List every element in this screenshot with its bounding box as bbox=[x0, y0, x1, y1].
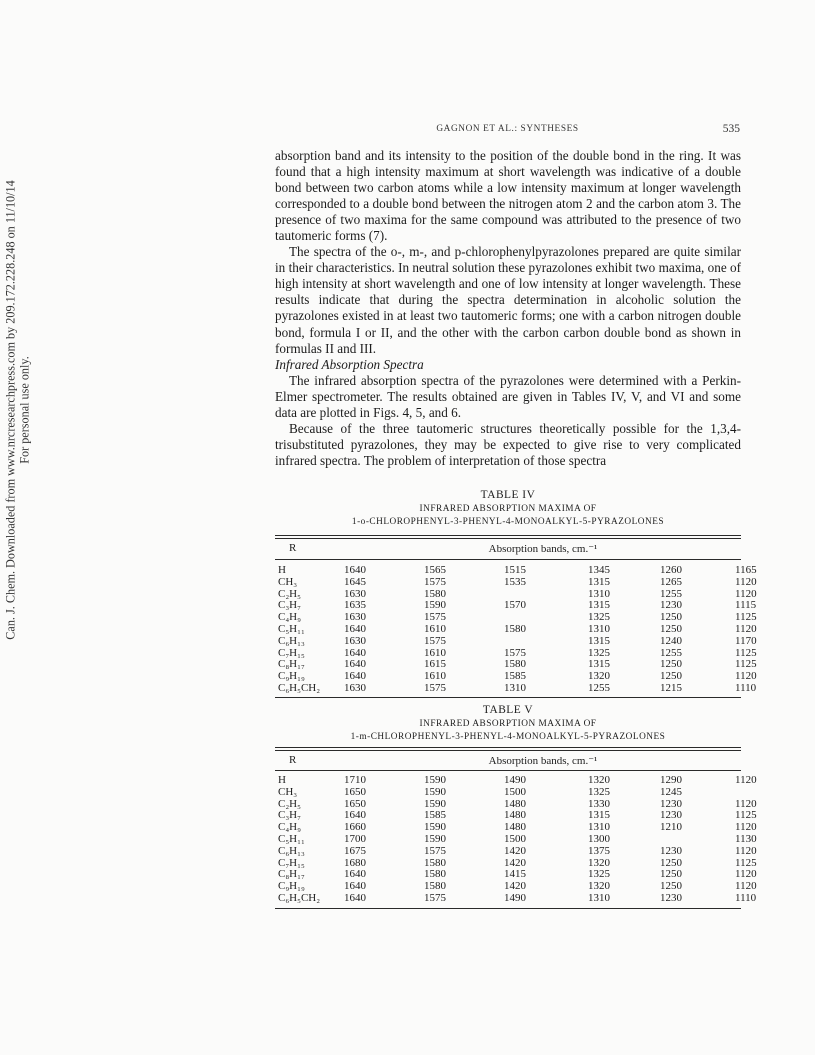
table-cell-band: 1650 bbox=[344, 797, 366, 810]
table-cell-band: 1580 bbox=[424, 868, 446, 881]
table-v-caption-line1: INFRARED ABSORPTION MAXIMA OF bbox=[419, 719, 597, 729]
table-cell-band: 1230 bbox=[660, 797, 682, 810]
table-cell-band: 1250 bbox=[660, 670, 682, 683]
table-iv-header-rule bbox=[275, 559, 741, 560]
table-cell-band: 1490 bbox=[504, 891, 526, 904]
table-cell-band: 1120 bbox=[735, 844, 757, 857]
table-cell-band: 1255 bbox=[660, 587, 682, 600]
table-cell-substituent: C₅H₁₁ bbox=[278, 832, 305, 845]
table-cell-band: 1230 bbox=[660, 599, 682, 612]
table-v-col-r: R bbox=[289, 754, 297, 766]
table-cell-band: 1250 bbox=[660, 611, 682, 624]
table-cell-band: 1650 bbox=[344, 785, 366, 798]
table-cell-band: 1590 bbox=[424, 797, 446, 810]
table-cell-band: 1325 bbox=[588, 868, 610, 881]
table-iv-col-r: R bbox=[289, 542, 297, 554]
table-cell-band: 1125 bbox=[735, 611, 757, 624]
table-cell-band: 1125 bbox=[735, 646, 757, 659]
page-number: 535 bbox=[722, 123, 740, 135]
table-cell-band: 1500 bbox=[504, 785, 526, 798]
table-row bbox=[275, 891, 757, 905]
table-cell-band: 1710 bbox=[344, 774, 366, 786]
table-cell-band: 1120 bbox=[735, 587, 757, 600]
table-cell-band: 1125 bbox=[735, 856, 757, 869]
table-cell-band: 1575 bbox=[424, 634, 446, 647]
table-cell-band: 1640 bbox=[344, 646, 366, 659]
table-cell-band: 1480 bbox=[504, 797, 526, 810]
table-cell-band: 1120 bbox=[735, 797, 757, 810]
table-cell-band: 1310 bbox=[504, 681, 526, 694]
table-cell-band: 1310 bbox=[588, 891, 610, 904]
table-cell-substituent: C₄H₉ bbox=[278, 821, 301, 834]
table-cell-band: 1110 bbox=[735, 681, 757, 694]
table-cell-band: 1320 bbox=[588, 880, 610, 893]
table-row bbox=[275, 575, 757, 589]
table-cell-band: 1575 bbox=[424, 575, 446, 588]
table-cell-band: 1640 bbox=[344, 868, 366, 881]
table-cell-band: 1265 bbox=[660, 575, 682, 588]
table-cell-band: 1320 bbox=[588, 670, 610, 683]
table-cell-band: 1310 bbox=[588, 587, 610, 600]
table-cell-band: 1315 bbox=[588, 658, 610, 671]
table-cell-band: 1480 bbox=[504, 821, 526, 834]
table-cell-band: 1255 bbox=[660, 646, 682, 659]
table-cell-substituent: C₂H₅ bbox=[278, 587, 301, 600]
table-row bbox=[275, 832, 757, 846]
table-cell-substituent: C₈H₁₇ bbox=[278, 868, 305, 881]
table-cell-band: 1630 bbox=[344, 611, 366, 624]
table-cell-band: 1120 bbox=[735, 670, 757, 683]
table-cell-band: 1250 bbox=[660, 880, 682, 893]
table-row bbox=[275, 787, 741, 799]
table-cell-band: 1575 bbox=[424, 891, 446, 904]
table-cell-band: 1320 bbox=[588, 856, 610, 869]
table-cell-band: 1120 bbox=[735, 774, 757, 786]
table-cell-band: 1640 bbox=[344, 891, 366, 904]
table-cell-substituent: C₃H₇ bbox=[278, 599, 301, 612]
table-v-body bbox=[275, 774, 757, 905]
table-cell-substituent: C₆H₁₃ bbox=[278, 634, 305, 647]
table-cell-substituent: C₇H₁₅ bbox=[278, 646, 305, 659]
table-cell-band: 1575 bbox=[504, 646, 526, 659]
paragraph-4: Because of the three tautomeric structures theoretically possible for the 1,3,4-trisubstituted pyrazolones, they may be expected to give rise to very complicated infrared spectra. The problem of interpretation of those spectra bbox=[275, 420, 741, 468]
table-cell-band: 1230 bbox=[660, 891, 682, 904]
table-cell-band: 1420 bbox=[504, 880, 526, 893]
table-cell-substituent: C₆H₅CH₂ bbox=[278, 891, 321, 904]
table-v-top-rule-2 bbox=[275, 750, 741, 751]
table-cell-band: 1325 bbox=[588, 611, 610, 624]
table-cell-band: 1610 bbox=[424, 646, 446, 659]
table-cell-band: 1215 bbox=[660, 681, 682, 694]
table-row bbox=[275, 844, 757, 858]
running-title: GAGNON ET AL.: SYNTHESES bbox=[436, 124, 579, 134]
table-cell-band: 1230 bbox=[660, 809, 682, 822]
table-cell-band: 1310 bbox=[588, 622, 610, 635]
table-cell-band: 1415 bbox=[504, 868, 526, 881]
table-cell-band: 1260 bbox=[660, 564, 682, 576]
table-cell-band: 1580 bbox=[424, 856, 446, 869]
table-cell-band: 1585 bbox=[504, 670, 526, 683]
table-cell-band: 1630 bbox=[344, 587, 366, 600]
table-cell-band: 1250 bbox=[660, 622, 682, 635]
running-header bbox=[275, 124, 740, 138]
table-cell-band: 1640 bbox=[344, 564, 366, 576]
table-cell-band: 1245 bbox=[660, 785, 682, 798]
table-cell-band: 1480 bbox=[504, 809, 526, 822]
table-cell-substituent: C₂H₅ bbox=[278, 797, 301, 810]
table-iv-top-rule-2 bbox=[275, 538, 741, 539]
table-iv-caption-line2: 1-o-CHLOROPHENYL-3-PHENYL-4-MONOALKYL-5-PYRAZOLONES bbox=[351, 517, 665, 527]
table-cell-substituent: H bbox=[278, 564, 286, 576]
table-row bbox=[275, 681, 757, 695]
body-text bbox=[275, 148, 741, 469]
table-v-label: TABLE V bbox=[482, 704, 534, 716]
table-cell-band: 1125 bbox=[735, 658, 757, 671]
table-cell-substituent: C₄H₉ bbox=[278, 611, 301, 624]
table-cell-band: 1310 bbox=[588, 821, 610, 834]
table-cell-band: 1115 bbox=[735, 599, 757, 612]
table-cell-band: 1580 bbox=[424, 880, 446, 893]
table-iv-bottom-rule bbox=[275, 697, 741, 698]
table-cell-substituent: C₆H₁₃ bbox=[278, 844, 305, 857]
table-cell-band: 1590 bbox=[424, 832, 446, 845]
table-cell-band: 1575 bbox=[424, 611, 446, 624]
table-cell-band: 1300 bbox=[588, 832, 610, 845]
download-notice bbox=[2, 180, 34, 640]
table-v-top-rule bbox=[275, 747, 741, 748]
table-cell-band: 1240 bbox=[660, 634, 682, 647]
table-cell-band: 1345 bbox=[588, 564, 610, 576]
table-cell-band: 1590 bbox=[424, 774, 446, 786]
table-cell-band: 1130 bbox=[735, 832, 757, 845]
table-cell-band: 1325 bbox=[588, 785, 610, 798]
table-cell-band: 1420 bbox=[504, 844, 526, 857]
table-cell-band: 1250 bbox=[660, 868, 682, 881]
table-cell-band: 1120 bbox=[735, 880, 757, 893]
table-cell-band: 1615 bbox=[424, 658, 446, 671]
section-heading: Infrared Absorption Spectra bbox=[275, 356, 424, 372]
table-cell-band: 1320 bbox=[588, 774, 610, 786]
table-cell-band: 1610 bbox=[424, 622, 446, 635]
table-cell-band: 1515 bbox=[504, 564, 526, 576]
table-cell-band: 1230 bbox=[660, 844, 682, 857]
table-cell-band: 1110 bbox=[735, 891, 757, 904]
table-cell-band: 1680 bbox=[344, 856, 366, 869]
download-notice-line1: Can. J. Chem. Downloaded from www.nrcresearchpress.com by 209.172.228.248 on 11/10/14 bbox=[3, 180, 18, 640]
table-iv-caption-line1: INFRARED ABSORPTION MAXIMA OF bbox=[419, 504, 597, 514]
table-v-bottom-rule bbox=[275, 908, 741, 909]
table-cell-band: 1315 bbox=[588, 599, 610, 612]
table-v-col-bands: Absorption bands, cm.⁻¹ bbox=[488, 755, 598, 767]
table-cell-band: 1590 bbox=[424, 785, 446, 798]
table-cell-substituent: C₅H₁₁ bbox=[278, 622, 305, 635]
table-cell-band: 1420 bbox=[504, 856, 526, 869]
table-cell-band: 1290 bbox=[660, 774, 682, 786]
table-cell-band: 1660 bbox=[344, 821, 366, 834]
table-cell-band: 1640 bbox=[344, 622, 366, 635]
table-cell-substituent: C₉H₁₉ bbox=[278, 670, 305, 683]
table-cell-band: 1255 bbox=[588, 681, 610, 694]
table-v-caption bbox=[275, 703, 741, 744]
table-cell-band: 1590 bbox=[424, 599, 446, 612]
table-cell-band: 1590 bbox=[424, 821, 446, 834]
table-cell-band: 1675 bbox=[344, 844, 366, 857]
table-cell-band: 1500 bbox=[504, 832, 526, 845]
table-cell-band: 1210 bbox=[660, 821, 682, 834]
table-cell-band: 1165 bbox=[735, 564, 757, 576]
table-cell-band: 1635 bbox=[344, 599, 366, 612]
table-iv-caption bbox=[275, 488, 741, 529]
table-iv-top-rule bbox=[275, 535, 741, 536]
table-cell-band: 1700 bbox=[344, 832, 366, 845]
table-cell-substituent: CH₃ bbox=[278, 785, 298, 798]
table-cell-band: 1315 bbox=[588, 575, 610, 588]
table-cell-band: 1325 bbox=[588, 646, 610, 659]
table-row bbox=[275, 634, 757, 648]
table-cell-band: 1120 bbox=[735, 575, 757, 588]
table-cell-substituent: C₃H₇ bbox=[278, 809, 301, 822]
paragraph-2: The spectra of the o-, m-, and p-chlorophenylpyrazolones prepared are quite similar in their characteristics. In neutral solution these pyrazolones exhibit two maxima, one of high intensity at short wavelength and one of low intensity at longer wavelength. These results indicate that during the spectra determination in alcoholic solution the pyrazolones existed in at least two tautomeric forms; one with a carbon nitrogen double bond, formula I or II, and the other with the carbon carbon double bond as shown in formulas II and III. bbox=[275, 244, 741, 356]
table-cell-substituent: C₇H₁₅ bbox=[278, 856, 305, 869]
table-iv-col-bands: Absorption bands, cm.⁻¹ bbox=[488, 543, 598, 555]
table-cell-band: 1120 bbox=[735, 622, 757, 635]
table-cell-band: 1630 bbox=[344, 681, 366, 694]
table-row bbox=[275, 622, 757, 636]
table-iv-body bbox=[275, 564, 757, 695]
table-cell-band: 1170 bbox=[735, 634, 757, 647]
table-cell-band: 1315 bbox=[588, 634, 610, 647]
table-cell-band: 1375 bbox=[588, 844, 610, 857]
table-cell-band: 1580 bbox=[504, 622, 526, 635]
table-cell-band: 1585 bbox=[424, 809, 446, 822]
table-iv-label: TABLE IV bbox=[480, 489, 536, 501]
table-cell-band: 1640 bbox=[344, 880, 366, 893]
table-cell-band: 1120 bbox=[735, 868, 757, 881]
table-cell-band: 1535 bbox=[504, 575, 526, 588]
table-cell-band: 1250 bbox=[660, 856, 682, 869]
table-cell-band: 1580 bbox=[504, 658, 526, 671]
table-cell-band: 1610 bbox=[424, 670, 446, 683]
table-cell-band: 1490 bbox=[504, 774, 526, 786]
table-cell-band: 1640 bbox=[344, 658, 366, 671]
table-cell-substituent: H bbox=[278, 774, 286, 786]
table-cell-band: 1315 bbox=[588, 809, 610, 822]
table-cell-band: 1250 bbox=[660, 658, 682, 671]
table-cell-band: 1630 bbox=[344, 634, 366, 647]
table-cell-band: 1580 bbox=[424, 587, 446, 600]
table-cell-band: 1575 bbox=[424, 844, 446, 857]
paragraph-1: absorption band and its intensity to the position of the double bond in the ring. It was found that a high intensity maximum at short wavelength was indicative of a double bond between two carbon atoms while a low intensity maximum at longer wavelength corresponded to a double bond between the nitrogen atom 2 and the carbon atom 3. The presence of two maxima for the same compound was attributed to the presence of two tautomeric forms (7). bbox=[275, 148, 741, 244]
table-cell-substituent: CH₃ bbox=[278, 575, 298, 588]
table-cell-band: 1640 bbox=[344, 670, 366, 683]
table-cell-substituent: C₉H₁₉ bbox=[278, 880, 305, 893]
table-cell-band: 1570 bbox=[504, 599, 526, 612]
table-cell-band: 1565 bbox=[424, 564, 446, 576]
table-cell-band: 1645 bbox=[344, 575, 366, 588]
table-cell-band: 1125 bbox=[735, 809, 757, 822]
table-cell-band: 1120 bbox=[735, 821, 757, 834]
table-cell-substituent: C₈H₁₇ bbox=[278, 658, 305, 671]
table-v-header-rule bbox=[275, 770, 741, 771]
table-v-caption-line2: 1-m-CHLOROPHENYL-3-PHENYL-4-MONOALKYL-5-PYRAZOLONES bbox=[350, 732, 666, 742]
download-notice-line2: For personal use only. bbox=[17, 356, 31, 464]
table-cell-band: 1575 bbox=[424, 681, 446, 694]
table-cell-band: 1640 bbox=[344, 809, 366, 822]
table-cell-band: 1330 bbox=[588, 797, 610, 810]
paragraph-3: The infrared absorption spectra of the pyrazolones were determined with a Perkin-Elmer spectrometer. The results obtained are given in Tables IV, V, and VI and some data are plotted in Figs. 4, 5, and 6. bbox=[275, 372, 741, 420]
table-cell-substituent: C₆H₅CH₂ bbox=[278, 681, 321, 694]
